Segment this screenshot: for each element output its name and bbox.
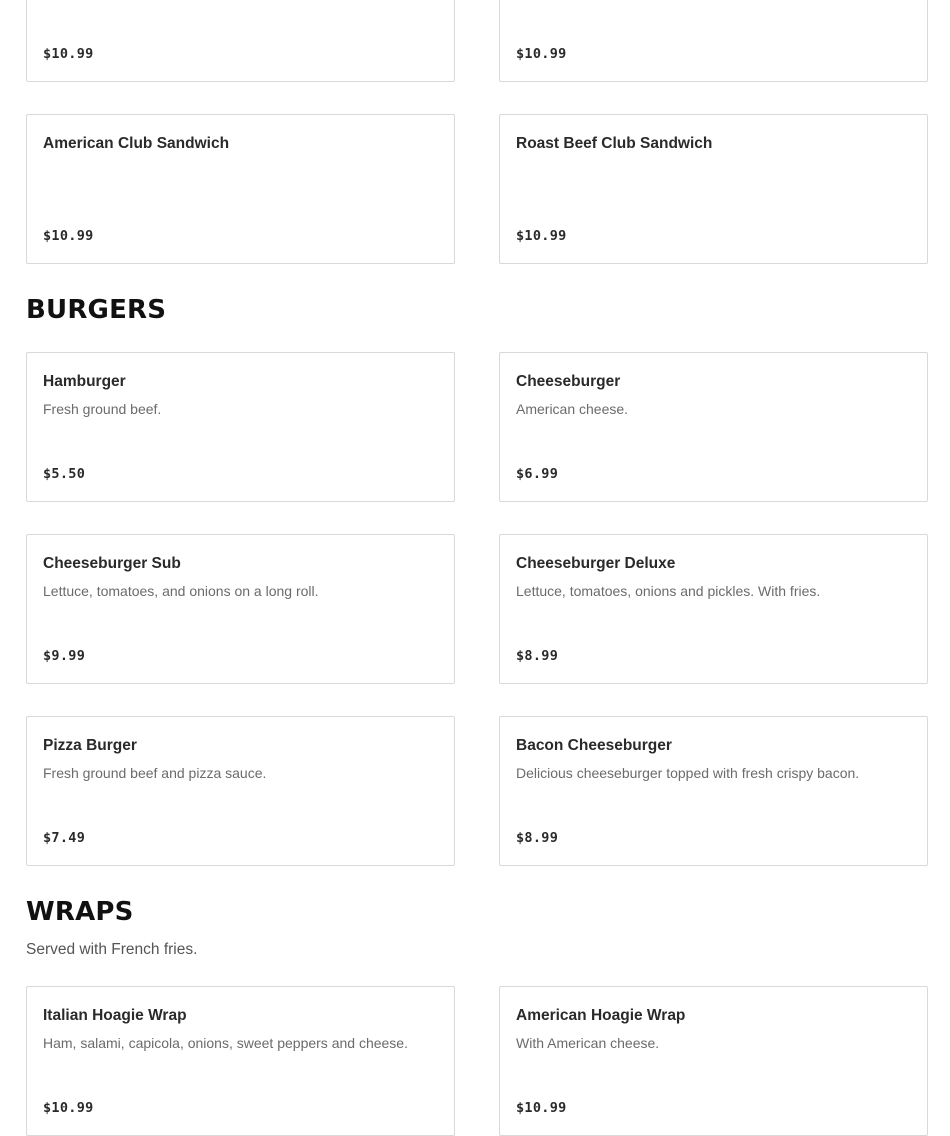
menu-item-price: $8.99: [516, 830, 559, 846]
menu-item-card[interactable]: [499, 0, 928, 82]
menu-item-card[interactable]: [26, 716, 455, 866]
section-title-wraps: WRAPS: [26, 897, 134, 927]
menu-item-description: Lettuce, tomatoes, and onions on a long roll.: [43, 583, 319, 599]
menu-item-price: $6.99: [516, 466, 559, 482]
menu-item-name: American Hoagie Wrap: [516, 1007, 686, 1024]
menu-item-name: Roast Beef Club Sandwich: [516, 135, 713, 152]
menu-item-card[interactable]: [26, 534, 455, 684]
menu-item-price: $9.99: [43, 648, 86, 664]
menu-item-name: Cheeseburger Sub: [43, 555, 181, 572]
menu-item-description: Fresh ground beef.: [43, 401, 162, 417]
menu-item-description: Delicious cheeseburger topped with fresh crispy bacon.: [516, 765, 860, 781]
menu-item-description: Fresh ground beef and pizza sauce.: [43, 765, 267, 781]
menu-item-name: Hamburger: [43, 373, 126, 390]
menu-item-description: Lettuce, tomatoes, onions and pickles. With fries.: [516, 583, 821, 599]
menu-item-name: Pizza Burger: [43, 737, 137, 754]
menu-item-card[interactable]: [499, 352, 928, 502]
menu-item-card[interactable]: [499, 114, 928, 264]
menu-item-card[interactable]: [26, 352, 455, 502]
menu-item-price: $10.99: [516, 46, 567, 62]
section-subtitle: Served with French fries.: [26, 941, 198, 958]
section-title-burgers: BURGERS: [26, 295, 167, 325]
menu-item-name: American Club Sandwich: [43, 135, 230, 152]
menu-item-price: $8.99: [516, 648, 559, 664]
menu-item-description: With American cheese.: [516, 1035, 660, 1051]
menu-item-price: $10.99: [516, 1100, 567, 1116]
menu-item-description: Ham, salami, capicola, onions, sweet peppers and cheese.: [43, 1035, 408, 1051]
menu-item-name: Cheeseburger Deluxe: [516, 555, 676, 572]
menu-item-price: $10.99: [43, 1100, 94, 1116]
menu-item-card[interactable]: [26, 114, 455, 264]
menu-item-description: American cheese.: [516, 401, 629, 417]
menu-item-card[interactable]: [499, 534, 928, 684]
menu-item-price: $5.50: [43, 466, 86, 482]
menu-item-name: Cheeseburger: [516, 373, 621, 390]
menu-item-card[interactable]: [26, 986, 455, 1136]
menu-item-card[interactable]: [499, 716, 928, 866]
menu-item-name: Bacon Cheeseburger: [516, 737, 672, 754]
menu-item-card[interactable]: [26, 0, 455, 82]
menu-item-price: $10.99: [43, 228, 94, 244]
menu-item-price: $10.99: [516, 228, 567, 244]
menu-item-price: $10.99: [43, 46, 94, 62]
menu-item-price: $7.49: [43, 830, 86, 846]
menu-item-card[interactable]: [499, 986, 928, 1136]
menu-item-name: Italian Hoagie Wrap: [43, 1007, 187, 1024]
